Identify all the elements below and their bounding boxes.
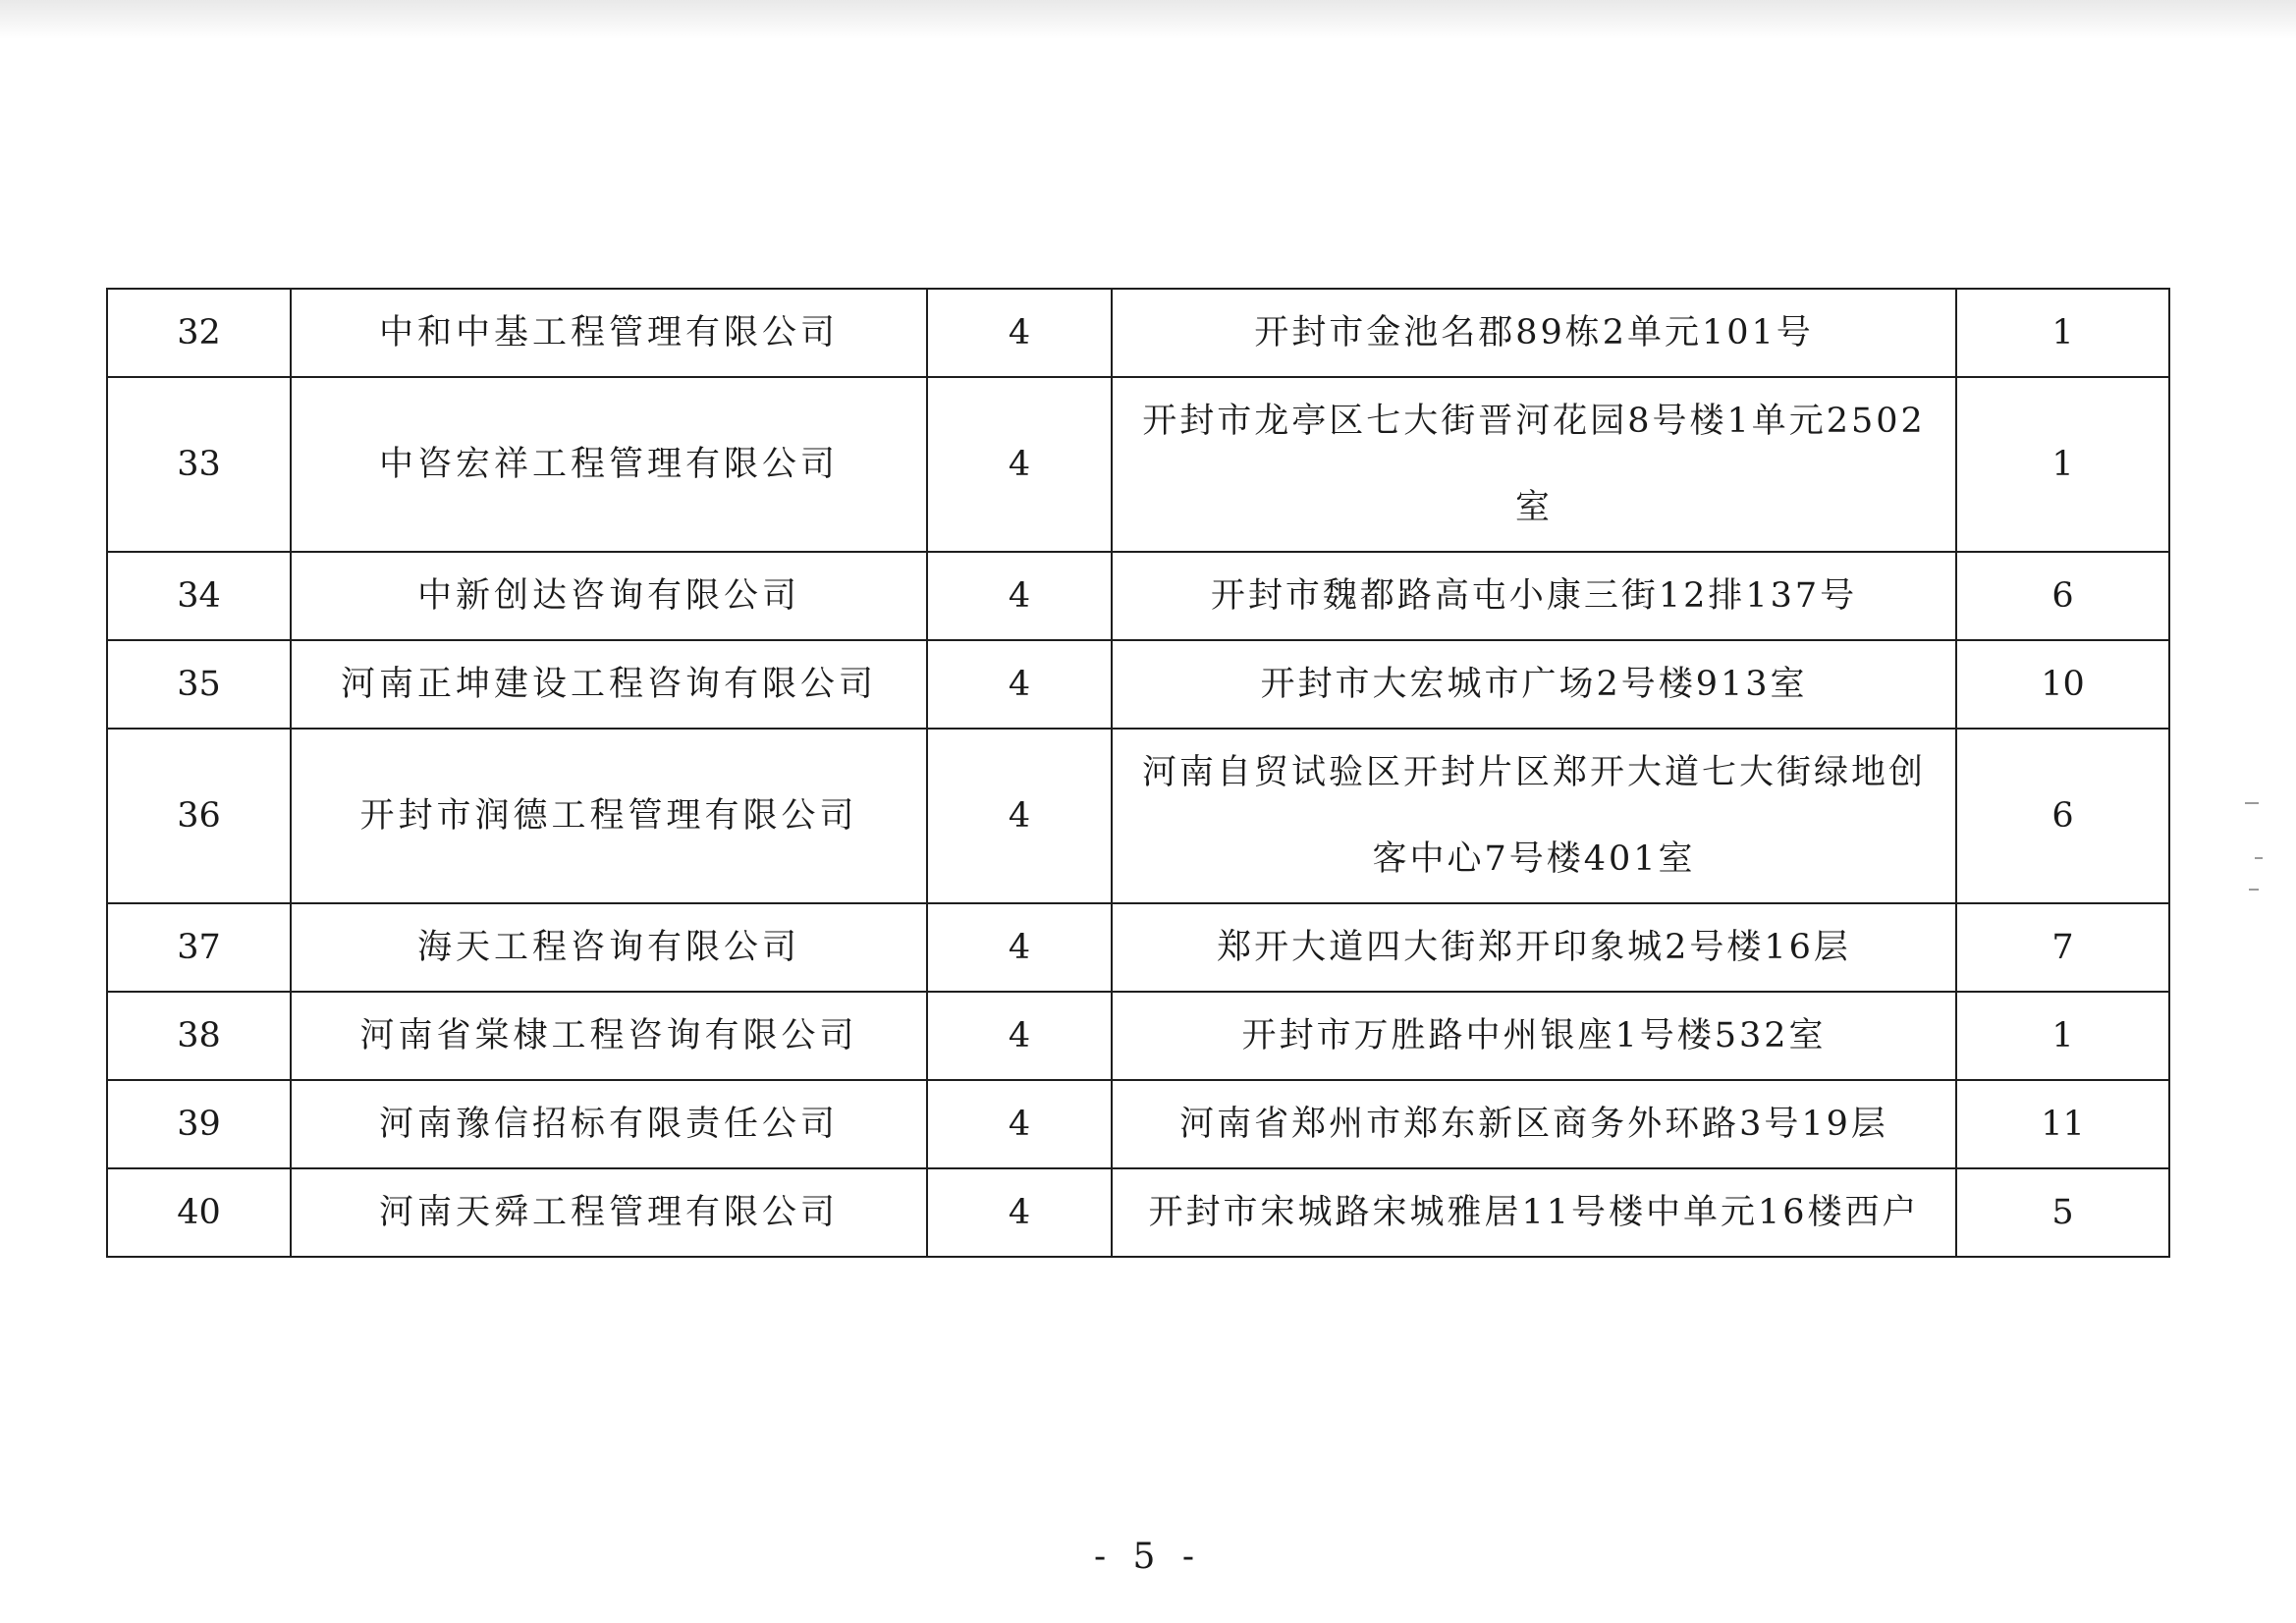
qualification-level: 4 [927,729,1112,903]
qualification-level: 4 [927,289,1112,377]
table-row [107,992,2169,1080]
table-row [107,903,2169,992]
company-address: 开封市龙亭区七大街晋河花园8号楼1单元2502室 [1112,377,1956,552]
scan-speck [2249,889,2259,891]
scan-speck [2245,802,2259,804]
company-name: 开封市润德工程管理有限公司 [291,729,927,903]
row-index: 32 [107,289,291,377]
company-address: 河南省郑州市郑东新区商务外环路3号19层 [1112,1080,1956,1168]
company-address: 河南自贸试验区开封片区郑开大道七大街绿地创客中心7号楼401室 [1112,729,1956,903]
page-number: - 5 - [1093,1537,1203,1577]
company-name: 中咨宏祥工程管理有限公司 [291,377,927,552]
staff-count: 6 [1956,552,2169,640]
row-index: 33 [107,377,291,552]
company-name: 河南豫信招标有限责任公司 [291,1080,927,1168]
row-index: 34 [107,552,291,640]
staff-count: 5 [1956,1168,2169,1257]
scan-speck [2255,857,2263,859]
row-index: 38 [107,992,291,1080]
company-name: 河南正坤建设工程咨询有限公司 [291,640,927,729]
company-address: 郑开大道四大街郑开印象城2号楼16层 [1112,903,1956,992]
scan-top-edge [0,0,2296,39]
qualification-level: 4 [927,1168,1112,1257]
qualification-level: 4 [927,992,1112,1080]
table-row [107,1080,2169,1168]
staff-count: 6 [1956,729,2169,903]
company-name: 中和中基工程管理有限公司 [291,289,927,377]
table-row [107,729,2169,903]
company-name: 中新创达咨询有限公司 [291,552,927,640]
company-name: 海天工程咨询有限公司 [291,903,927,992]
row-index: 40 [107,1168,291,1257]
company-address: 开封市宋城路宋城雅居11号楼中单元16楼西户 [1112,1168,1956,1257]
company-address: 开封市金池名郡89栋2单元101号 [1112,289,1956,377]
staff-count: 1 [1956,289,2169,377]
staff-count: 10 [1956,640,2169,729]
row-index: 36 [107,729,291,903]
table-row [107,1168,2169,1257]
staff-count: 7 [1956,903,2169,992]
table-row [107,377,2169,552]
row-index: 35 [107,640,291,729]
staff-count: 1 [1956,377,2169,552]
table-row [107,289,2169,377]
staff-count: 1 [1956,992,2169,1080]
company-list-table [106,288,2170,1258]
company-name: 河南省棠棣工程咨询有限公司 [291,992,927,1080]
table-row [107,640,2169,729]
company-address: 开封市万胜路中州银座1号楼532室 [1112,992,1956,1080]
row-index: 37 [107,903,291,992]
row-index: 39 [107,1080,291,1168]
qualification-level: 4 [927,903,1112,992]
company-name: 河南天舜工程管理有限公司 [291,1168,927,1257]
staff-count: 11 [1956,1080,2169,1168]
qualification-level: 4 [927,1080,1112,1168]
qualification-level: 4 [927,552,1112,640]
qualification-level: 4 [927,377,1112,552]
company-address: 开封市魏都路高屯小康三街12排137号 [1112,552,1956,640]
table-row [107,552,2169,640]
company-address: 开封市大宏城市广场2号楼913室 [1112,640,1956,729]
qualification-level: 4 [927,640,1112,729]
